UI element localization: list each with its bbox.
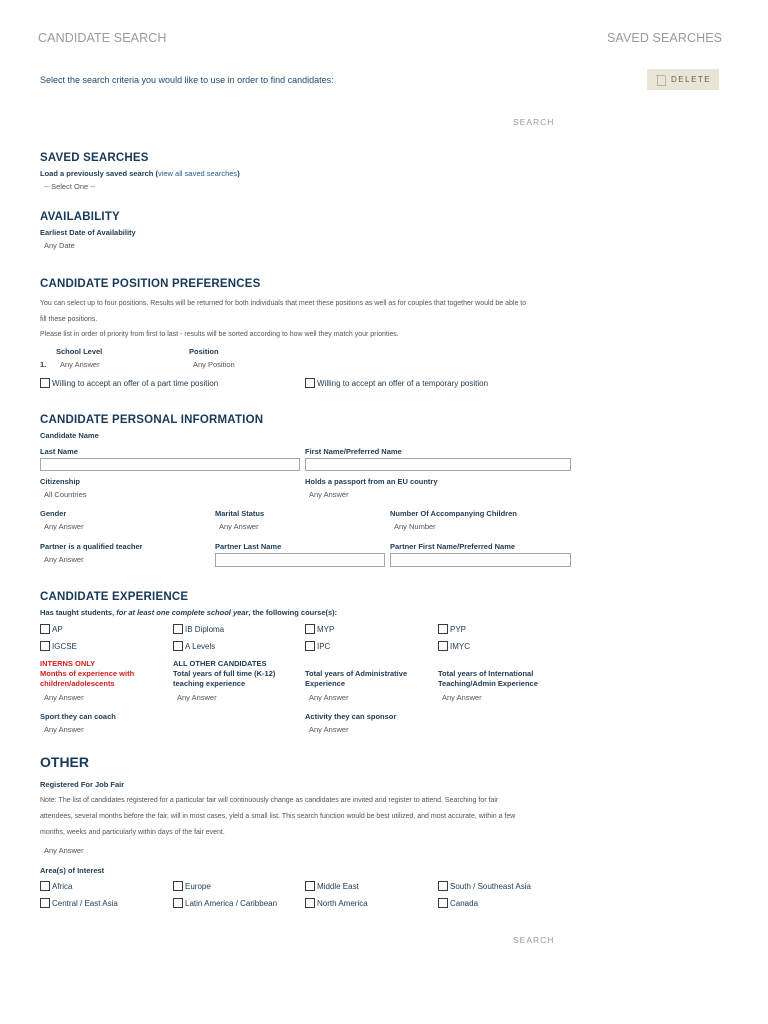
saved-searches-link[interactable]: SAVED SEARCHES <box>607 31 723 45</box>
area-checkbox[interactable] <box>305 898 315 908</box>
taught-suffix: , the following course(s): <box>248 608 338 617</box>
course-label: AP <box>52 624 63 634</box>
delete-button-label: DELETE <box>671 75 712 84</box>
course-checkbox[interactable] <box>173 624 183 634</box>
job-fair-note-3: months, weeks and particularly within days of the fair event. <box>40 829 225 836</box>
area-option-north-america[interactable] <box>305 898 368 908</box>
area-checkbox[interactable] <box>173 881 183 891</box>
interns-experience-label: Months of experience with children/adolescents <box>40 669 135 688</box>
area-option-africa[interactable] <box>40 881 72 891</box>
page-title: CANDIDATE SEARCH <box>38 31 167 45</box>
partner-first-name-input[interactable] <box>390 553 571 567</box>
temporary-checkbox[interactable] <box>305 378 315 388</box>
other-heading: OTHER <box>40 754 89 770</box>
marital-status-select[interactable]: Any Answer <box>219 522 259 531</box>
course-option-pyp[interactable] <box>438 624 466 634</box>
part-time-label: Willing to accept an offer of a part time position <box>52 378 219 388</box>
course-label: IB Diploma <box>185 624 225 634</box>
areas-of-interest-label: Area(s) of Interest <box>40 866 105 875</box>
gender-label: Gender <box>40 509 67 518</box>
area-checkbox[interactable] <box>40 881 50 891</box>
citizenship-select[interactable]: All Countries <box>44 490 87 499</box>
availability-heading: AVAILABILITY <box>40 211 120 223</box>
area-label: South / Southeast Asia <box>450 881 531 891</box>
interns-experience-select[interactable]: Any Answer <box>44 693 84 702</box>
international-experience-select[interactable]: Any Answer <box>442 693 482 702</box>
course-option-igcse[interactable] <box>40 641 77 651</box>
course-label: A Levels <box>185 641 216 651</box>
course-checkbox[interactable] <box>305 624 315 634</box>
course-checkbox[interactable] <box>438 641 448 651</box>
job-fair-note-1: Note: The list of candidates registered for a particular fair will continuously change as candidates are invited and register to attend. Searching for fair <box>40 797 499 804</box>
area-label: Europe <box>185 881 211 891</box>
temporary-label: Willing to accept an offer of a temporary position <box>317 378 489 388</box>
marital-status-label: Marital Status <box>215 509 265 518</box>
partner-teacher-label: Partner is a qualified teacher <box>40 542 143 551</box>
first-name-label: First Name/Preferred Name <box>305 447 402 456</box>
course-checkbox[interactable] <box>40 624 50 634</box>
fulltime-experience-label: Total years of full time (K-12) teaching experience <box>173 669 276 688</box>
course-label: IPC <box>317 641 331 651</box>
view-all-saved-searches-link[interactable]: view all saved searches <box>157 169 238 178</box>
citizenship-label: Citizenship <box>40 477 81 486</box>
children-select[interactable]: Any Number <box>394 522 436 531</box>
course-label: PYP <box>450 624 467 634</box>
area-label: Africa <box>52 881 73 891</box>
delete-button[interactable] <box>647 69 719 90</box>
admin-experience-label: Total years of Administrative Experience <box>305 669 408 688</box>
last-name-label: Last Name <box>40 447 78 456</box>
area-option-canada[interactable] <box>438 898 478 908</box>
taught-italic: for at least one complete school year <box>116 608 249 617</box>
eu-passport-select[interactable]: Any Answer <box>309 490 349 499</box>
course-checkbox[interactable] <box>305 641 315 651</box>
area-label: Canada <box>450 898 479 908</box>
admin-experience-select[interactable]: Any Answer <box>309 693 349 702</box>
load-saved-search-label <box>40 169 240 178</box>
all-other-candidates-label: ALL OTHER CANDIDATES <box>173 659 267 668</box>
partner-teacher-select[interactable]: Any Answer <box>44 555 84 564</box>
position-preferences-heading: CANDIDATE POSITION PREFERENCES <box>40 278 261 290</box>
area-label: Latin America / Caribbean <box>185 898 278 908</box>
partner-last-name-input[interactable] <box>215 553 385 567</box>
children-label: Number Of Accompanying Children <box>390 509 517 518</box>
position-note-3: Please list in order of priority from first to last - results will be sorted according to how well they match your priorities. <box>40 331 399 338</box>
sport-select[interactable]: Any Answer <box>44 725 84 734</box>
partner-last-name-label: Partner Last Name <box>215 542 282 551</box>
course-option-ap[interactable] <box>40 624 63 634</box>
sport-label: Sport they can coach <box>40 712 116 721</box>
area-option-latin-america-caribbean[interactable] <box>173 898 277 908</box>
course-label: MYP <box>317 624 335 634</box>
area-label: Central / East Asia <box>52 898 118 908</box>
international-experience-label: Total years of International Teaching/Admin Experience <box>438 669 538 688</box>
area-checkbox[interactable] <box>438 898 448 908</box>
area-option-middle-east[interactable] <box>305 881 359 891</box>
gender-select[interactable]: Any Answer <box>44 522 84 531</box>
temporary-option[interactable] <box>305 378 488 388</box>
course-option-ib-diploma[interactable] <box>173 624 224 634</box>
job-fair-note-2: attendees, several months before the fair, will in most cases, yield a small list. This search function would be best utilized, and most accurate, within a few <box>40 813 516 820</box>
eu-passport-label: Holds a passport from an EU country <box>305 477 438 486</box>
trash-icon <box>656 74 665 85</box>
area-checkbox[interactable] <box>438 881 448 891</box>
part-time-option[interactable] <box>40 378 218 388</box>
area-checkbox[interactable] <box>40 898 50 908</box>
position-note-1: You can select up to four positions. Results will be returned for both individuals that meet these positions as well as for couples that together would be able to <box>40 300 527 307</box>
area-checkbox[interactable] <box>305 881 315 891</box>
course-checkbox[interactable] <box>438 624 448 634</box>
course-option-imyc[interactable] <box>438 641 470 651</box>
position-select[interactable]: Any Position <box>193 360 235 369</box>
area-option-central-east-asia[interactable] <box>40 898 118 908</box>
experience-heading: CANDIDATE EXPERIENCE <box>40 591 189 603</box>
course-option-ipc[interactable] <box>305 641 330 651</box>
load-label-text: Load a previously saved search ( <box>40 169 158 178</box>
intro-text: Select the search criteria you would like to use in order to find candidates: <box>40 75 334 85</box>
first-name-input[interactable] <box>305 458 571 471</box>
partner-first-name-label: Partner First Name/Preferred Name <box>390 542 516 551</box>
availability-select[interactable]: Any Date <box>44 241 75 250</box>
job-fair-select[interactable]: Any Answer <box>44 846 84 855</box>
search-button-bottom[interactable]: SEARCH <box>513 935 555 945</box>
availability-label: Earliest Date of Availability <box>40 228 136 237</box>
search-button-top[interactable]: SEARCH <box>513 117 555 127</box>
course-checkbox[interactable] <box>40 641 50 651</box>
candidate-name-label: Candidate Name <box>40 431 99 440</box>
fulltime-experience-select[interactable]: Any Answer <box>177 693 217 702</box>
area-label: North America <box>317 898 368 908</box>
last-name-input[interactable] <box>40 458 300 471</box>
course-label: IMYC <box>450 641 470 651</box>
activity-select[interactable]: Any Answer <box>309 725 349 734</box>
taught-prefix: Has taught students, <box>40 608 117 617</box>
course-option-myp[interactable] <box>305 624 334 634</box>
saved-searches-heading: SAVED SEARCHES <box>40 152 149 164</box>
school-level-column-label: School Level <box>56 347 103 356</box>
personal-info-heading: CANDIDATE PERSONAL INFORMATION <box>40 414 264 426</box>
job-fair-label: Registered For Job Fair <box>40 780 125 789</box>
school-level-select[interactable]: Any Answer <box>60 360 100 369</box>
area-option-south-southeast-asia[interactable] <box>438 881 531 891</box>
position-column-label: Position <box>189 347 219 356</box>
activity-label: Activity they can sponsor <box>305 712 397 721</box>
part-time-checkbox[interactable] <box>40 378 50 388</box>
area-option-europe[interactable] <box>173 881 211 891</box>
course-label: IGCSE <box>52 641 77 651</box>
course-checkbox[interactable] <box>173 641 183 651</box>
position-row-number: 1. <box>40 360 47 369</box>
saved-search-select[interactable]: -- Select One -- <box>44 182 96 191</box>
course-option-a-levels[interactable] <box>173 641 215 651</box>
load-label-end: ) <box>237 169 240 178</box>
area-label: Middle East <box>317 881 359 891</box>
interns-only-label: INTERNS ONLY <box>40 659 96 668</box>
taught-courses-label <box>40 608 337 617</box>
area-checkbox[interactable] <box>173 898 183 908</box>
position-note-2: fill these positions. <box>40 316 98 323</box>
